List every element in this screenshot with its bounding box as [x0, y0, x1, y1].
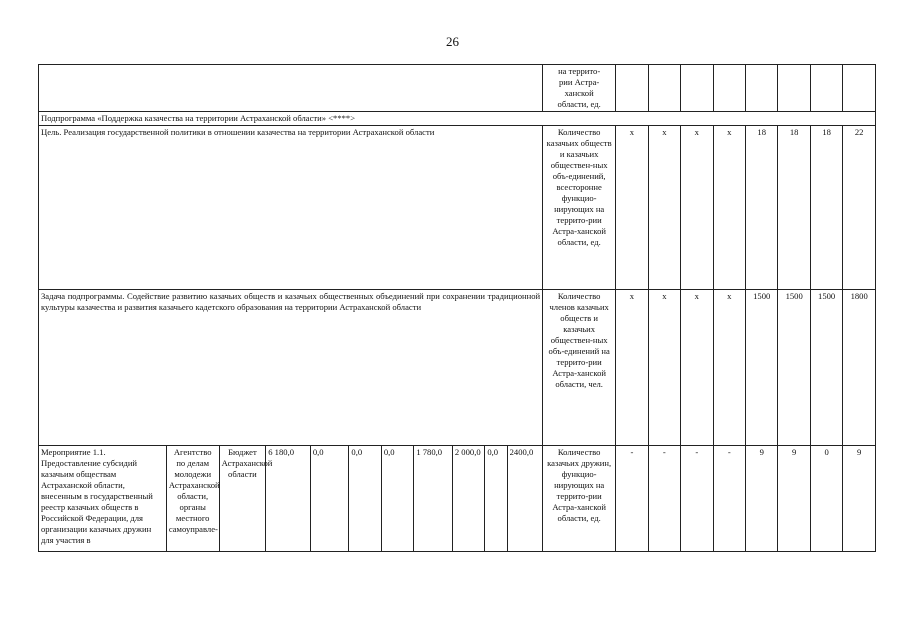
empty-cell — [810, 65, 842, 112]
task-value: 1500 — [778, 290, 810, 446]
task-value: 1500 — [810, 290, 842, 446]
goal-value: 22 — [843, 126, 876, 290]
task-row — [39, 290, 876, 446]
measure-value: - — [681, 446, 713, 552]
measure-value: - — [713, 446, 745, 552]
measure-indicator: Количество казачьих дружин, функцио-нирующих на террито-рии Астра-ханской области, ед. — [543, 446, 616, 552]
measure-funding: 2 000,0 — [452, 446, 484, 552]
measure-executor: Агентство по делам молодежи Астраханской области, органы местного самоуправле- — [166, 446, 219, 552]
measure-funding: 0,0 — [485, 446, 507, 552]
empty-cell — [713, 65, 745, 112]
empty-cell — [681, 65, 713, 112]
measure-name: Мероприятие 1.1. Предоставление субсидий казачьим обществам Астраханской области, внесенным в государственный реестр казачьих обществ в Российской Федерации, для организации казачьих дружин для участия в — [39, 446, 167, 552]
measure-funding: 0,0 — [310, 446, 349, 552]
measure-value: 0 — [810, 446, 842, 552]
task-value: х — [681, 290, 713, 446]
task-value: 1500 — [745, 290, 777, 446]
goal-value: 18 — [778, 126, 810, 290]
task-value: х — [713, 290, 745, 446]
task-value: х — [616, 290, 648, 446]
measure-source: Бюджет Астраханской области — [219, 446, 266, 552]
goal-value: х — [616, 126, 648, 290]
task-value: х — [648, 290, 680, 446]
task-indicator: Количество членов казачьих обществ и казачьих обществен-ных объ-единений на террито-рии Астра-ханской области, чел. — [543, 290, 616, 446]
measure-funding: 0,0 — [349, 446, 381, 552]
measure-value: - — [616, 446, 648, 552]
subprogram-row — [39, 112, 876, 126]
empty-cell — [616, 65, 648, 112]
page-number: 26 — [446, 34, 459, 49]
measure-value: 9 — [745, 446, 777, 552]
empty-cell — [778, 65, 810, 112]
goal-text: Цель. Реализация государственной политики в отношении казачества на территории Астраханской области — [39, 126, 543, 290]
subprogram-title: Подпрограмма «Поддержка казачества на территории Астраханской области» <****> — [39, 112, 876, 126]
measure-value: 9 — [843, 446, 876, 552]
continuation-empty-cell — [39, 65, 543, 112]
empty-cell — [843, 65, 876, 112]
measure-funding: 6 180,0 — [266, 446, 311, 552]
goal-row — [39, 126, 876, 290]
goal-value: х — [713, 126, 745, 290]
empty-cell — [648, 65, 680, 112]
empty-cell — [745, 65, 777, 112]
measure-value: - — [648, 446, 680, 552]
measure-funding: 1 780,0 — [414, 446, 453, 552]
measure-funding: 0,0 — [381, 446, 413, 552]
continuation-row — [39, 65, 876, 112]
measure-funding: 2400,0 — [507, 446, 543, 552]
goal-value: х — [648, 126, 680, 290]
goal-value: 18 — [810, 126, 842, 290]
goal-value: х — [681, 126, 713, 290]
measure-row — [39, 446, 876, 552]
task-value: 1800 — [843, 290, 876, 446]
goal-value: 18 — [745, 126, 777, 290]
task-text: Задача подпрограммы. Содействие развитию казачьих обществ и казачьих общественных объединений при сохранении традиционной культуры казачества и развития казачьего кадетского образования на территории Астраханской области — [39, 290, 543, 446]
program-table — [38, 64, 876, 552]
goal-indicator: Количество казачьих обществ и казачьих обществен-ных объ-единений, всесторонне функцио-нирующих на террито-рии Астра-ханской области, ед. — [543, 126, 616, 290]
continuation-indicator: на террито- рии Астра- ханской области, ед. — [543, 65, 616, 112]
measure-value: 9 — [778, 446, 810, 552]
